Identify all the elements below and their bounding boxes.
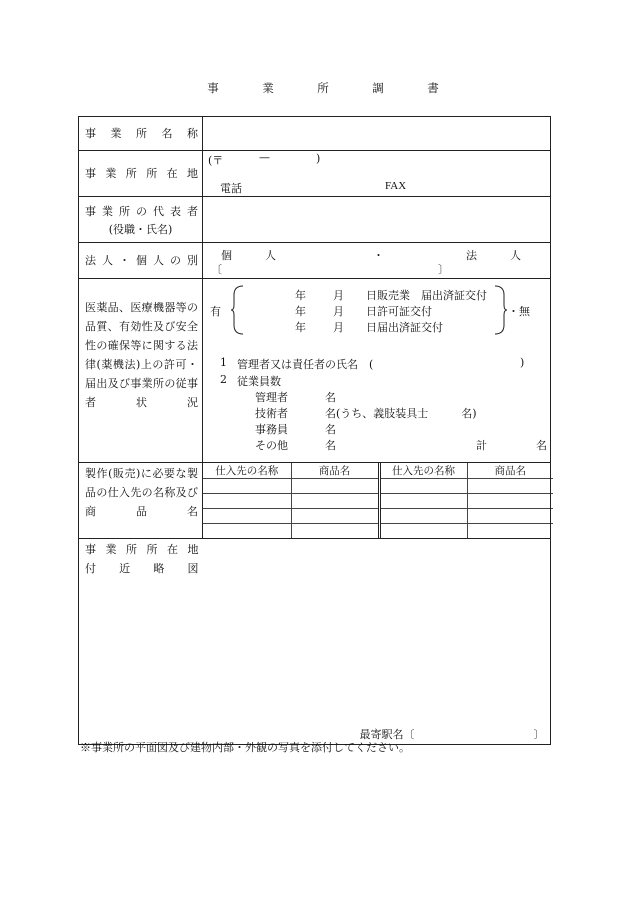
field-workers[interactable] xyxy=(203,279,551,463)
label-business-name: 事業所名称 xyxy=(85,127,198,140)
row-workers xyxy=(79,279,551,463)
supplier-header-name-1: 仕入先の名称 xyxy=(203,463,291,479)
permit2-text: 日許可証交付 xyxy=(366,305,432,318)
field-entity-type[interactable] xyxy=(203,243,551,279)
permit3-year: 年 xyxy=(295,321,306,334)
supplier-header-product-1: 商品名 xyxy=(291,463,379,479)
permit-no[interactable]: ・無 xyxy=(508,305,530,318)
staff-clerk-label: 事務員 xyxy=(255,423,288,436)
bracket-open: 〔 xyxy=(211,263,222,276)
supplier-row xyxy=(203,494,553,509)
postal-open: (〒 xyxy=(208,154,224,167)
permit1-year: 年 xyxy=(295,289,306,302)
permit1-month: 月 xyxy=(333,289,344,302)
row-representative xyxy=(79,197,551,243)
left-brace-icon xyxy=(231,285,245,335)
footnote: ※事業所の平面図及び建物内部・外観の写真を添付してください。 xyxy=(80,741,410,754)
field-representative[interactable] xyxy=(203,197,551,243)
staff-clerk-unit: 名 xyxy=(325,423,336,436)
postal-dash: — xyxy=(259,151,270,164)
right-brace-icon xyxy=(493,285,507,335)
field-business-address[interactable] xyxy=(203,151,551,197)
nearest-station-close: 〕 xyxy=(533,728,545,741)
permit3-month: 月 xyxy=(333,321,344,334)
label-workers: 医薬品、医療機器等の品質、有効性及び安全性の確保等に関する法律(薬機法)上の許可・届出及び事業所の従事者状況 xyxy=(85,301,198,409)
survey-form-table xyxy=(78,116,551,745)
label-location: 事業所所在地 xyxy=(85,543,199,556)
staff-total-unit: 名 xyxy=(536,439,547,452)
item1-number: 1 xyxy=(220,356,227,369)
fax-label: FAX xyxy=(385,180,407,192)
label-suppliers: 製作(販売)に必要な製品の仕入先の名称及び商品名 xyxy=(85,467,198,518)
field-suppliers xyxy=(203,463,551,539)
permit2-year: 年 xyxy=(295,305,306,318)
row-entity-type xyxy=(79,243,551,279)
staff-manager-label: 管理者 xyxy=(255,391,288,404)
permit1-text: 日販売業 届出済証交付 xyxy=(366,289,487,302)
phone-label: 電話 xyxy=(220,182,242,195)
row-suppliers xyxy=(79,463,551,539)
staff-other-unit: 名 xyxy=(325,439,336,452)
bracket-close: 〕 xyxy=(438,263,449,276)
nearest-station-label: 最寄駅名〔 xyxy=(359,728,415,741)
postal-close: ) xyxy=(316,152,321,165)
staff-other-label: その他 xyxy=(255,439,288,452)
item1-close: ) xyxy=(520,356,525,369)
supplier-table xyxy=(203,463,553,538)
label-representative-sub: (役職・氏名) xyxy=(108,222,173,236)
staff-manager-unit: 名 xyxy=(325,391,336,404)
row-business-address xyxy=(79,151,551,197)
item1-text: 管理者又は責任者の氏名 ( xyxy=(237,358,374,371)
field-business-name[interactable] xyxy=(203,117,551,151)
label-map: 付 近 略 図 xyxy=(85,562,199,575)
permit3-text: 日届出済証交付 xyxy=(366,321,443,334)
item2-number: 2 xyxy=(220,373,227,386)
label-entity-type: 法人・個人の別 xyxy=(85,254,198,267)
supplier-header-name-2: 仕入先の名称 xyxy=(379,463,467,479)
row-business-name xyxy=(79,117,551,151)
row-location-map xyxy=(79,539,551,745)
supplier-header-product-2: 商品名 xyxy=(467,463,553,479)
label-business-address: 事業所所在地 xyxy=(85,167,198,180)
label-representative: 事業所の代表者 xyxy=(85,204,198,218)
supplier-row xyxy=(203,524,553,539)
staff-technician-unit: 名(うち、義肢装具士 名) xyxy=(325,407,477,420)
document-title: 事 業 所 調 書 xyxy=(207,81,455,95)
staff-total-label: 計 xyxy=(476,439,487,452)
permit2-month: 月 xyxy=(333,305,344,318)
item2-text: 従業員数 xyxy=(237,375,281,388)
permit-yes[interactable]: 有 xyxy=(210,305,221,318)
supplier-row xyxy=(203,509,553,524)
option-corporation[interactable]: 法 人 xyxy=(466,249,521,262)
staff-technician-label: 技術者 xyxy=(255,407,288,420)
option-individual[interactable]: 個 人 xyxy=(221,249,276,262)
field-location-map[interactable] xyxy=(203,539,551,745)
entity-separator: ・ xyxy=(373,249,384,262)
supplier-row xyxy=(203,479,553,494)
